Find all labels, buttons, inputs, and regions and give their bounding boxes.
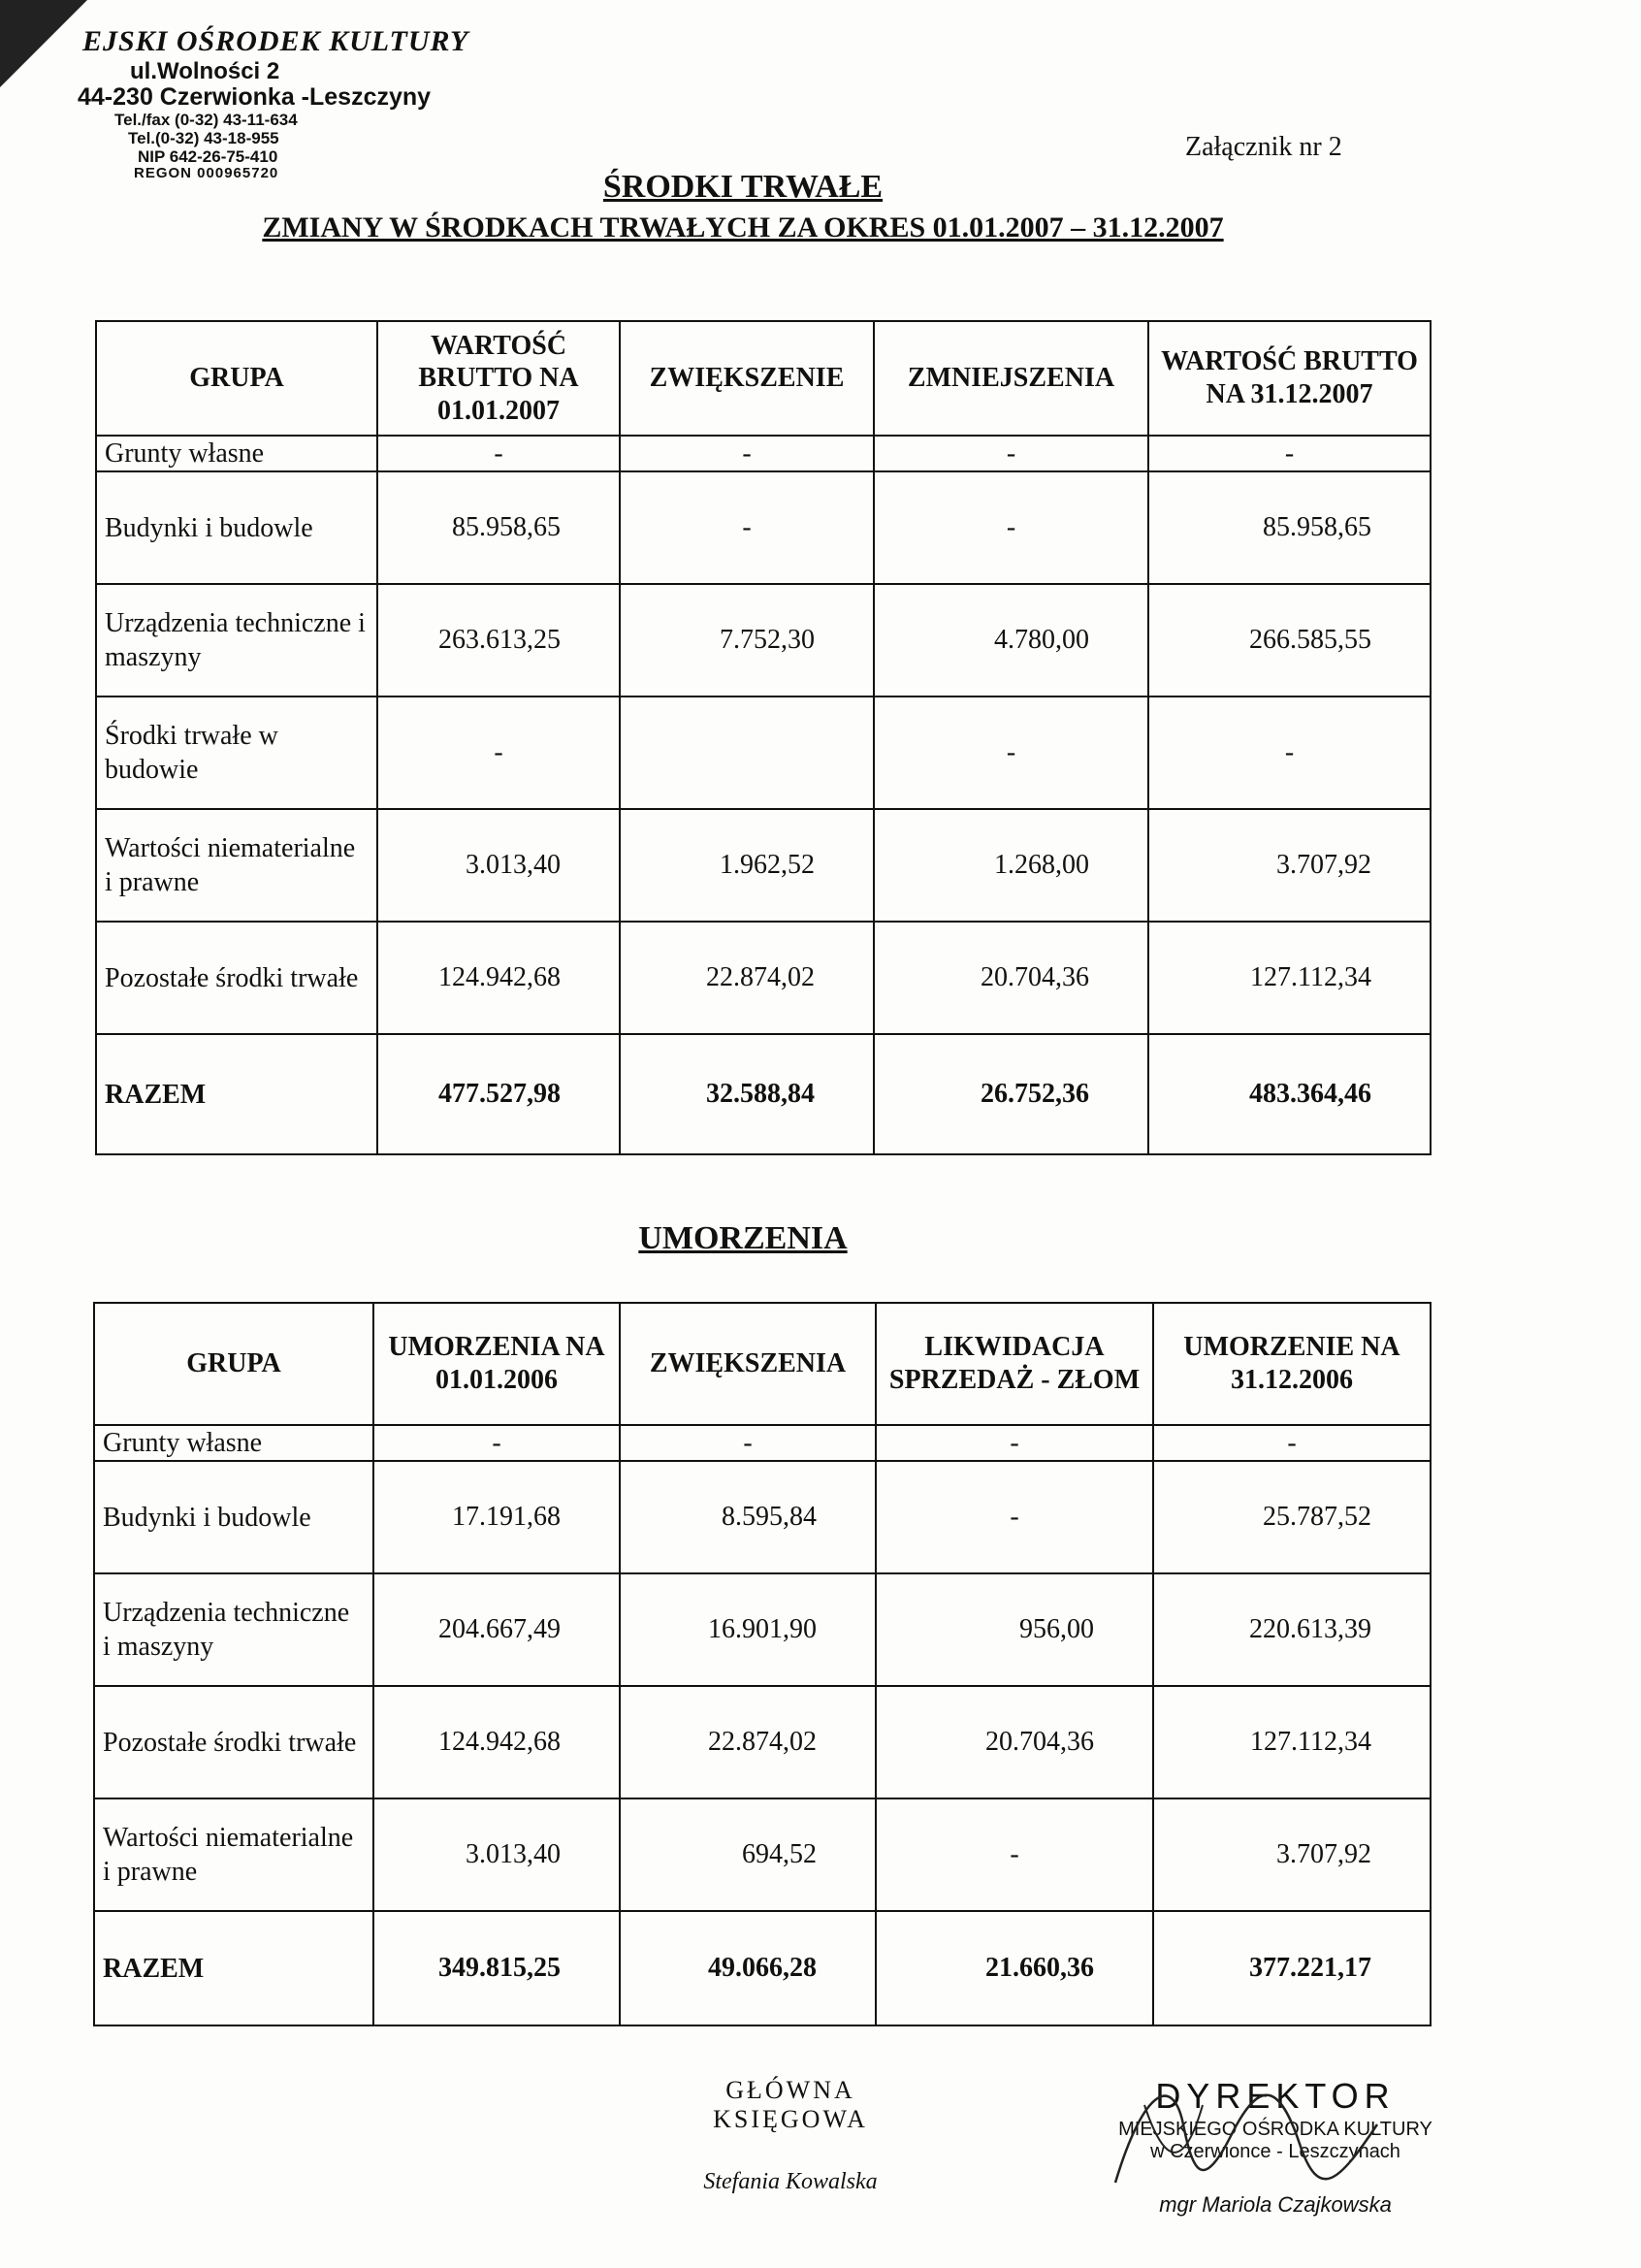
group-cell: Wartości niematerialne i prawne: [94, 1798, 373, 1911]
value-cell: -: [377, 697, 620, 809]
group-cell: Budynki i budowle: [96, 471, 377, 584]
page-subtitle: ZMIANY W ŚRODKACH TRWAŁYCH ZA OKRES 01.01.2007 – 31.12.2007: [262, 211, 1224, 243]
value-cell: 32.588,84: [620, 1034, 874, 1154]
column-header: LIKWIDACJA SPRZEDAŻ - ZŁOM: [876, 1303, 1153, 1425]
director-location: w Czerwionce - Leszczynach: [1150, 2141, 1400, 2162]
section-title: UMORZENIA: [638, 1220, 848, 1256]
value-cell: -: [1153, 1425, 1431, 1461]
table-row: [94, 1425, 1431, 1461]
value-cell: 483.364,46: [1148, 1034, 1431, 1154]
value-cell: -: [620, 1425, 876, 1461]
group-cell: Urządzenia techniczne i maszyny: [94, 1573, 373, 1686]
value-cell: 127.112,34: [1153, 1686, 1431, 1798]
table-row: [96, 809, 1431, 922]
director-institution: MIEJSKIEGO OŚRODKA KULTURY: [1118, 2119, 1432, 2140]
value-cell: 7.752,30: [620, 584, 874, 697]
stamp-city: 44-230 Czerwionka -Leszczyny: [78, 83, 432, 111]
table-header-row: [96, 321, 1431, 436]
fixed-assets-table: [95, 320, 1432, 1155]
stamp-regon: REGON 000965720: [134, 165, 279, 181]
value-cell: -: [1148, 697, 1431, 809]
value-cell: 85.958,65: [1148, 471, 1431, 584]
value-cell: -: [876, 1425, 1153, 1461]
value-cell: 124.942,68: [373, 1686, 620, 1798]
director-title: DYREKTOR: [1155, 2076, 1396, 2116]
group-cell: Budynki i budowle: [94, 1461, 373, 1573]
value-cell: 3.707,92: [1153, 1798, 1431, 1911]
value-cell: 956,00: [876, 1573, 1153, 1686]
total-row: [94, 1911, 1431, 2025]
table-row: [94, 1686, 1431, 1798]
table-row: [96, 584, 1431, 697]
depreciation-table: [93, 1302, 1432, 2026]
column-header: WARTOŚĆ BRUTTO NA 01.01.2007: [377, 321, 620, 436]
signature-title: GŁÓWNA KSIĘGOWA: [713, 2076, 868, 2133]
value-cell: 85.958,65: [377, 471, 620, 584]
value-cell: -: [876, 1798, 1153, 1911]
column-header: UMORZENIE NA 31.12.2006: [1153, 1303, 1431, 1425]
group-cell: Urządzenia techniczne i maszyny: [96, 584, 377, 697]
value-cell: 8.595,84: [620, 1461, 876, 1573]
value-cell: 25.787,52: [1153, 1461, 1431, 1573]
table-row: [94, 1573, 1431, 1686]
value-cell: -: [373, 1425, 620, 1461]
value-cell: 477.527,98: [377, 1034, 620, 1154]
value-cell: 22.874,02: [620, 1686, 876, 1798]
value-cell: 16.901,90: [620, 1573, 876, 1686]
group-cell: RAZEM: [94, 1911, 373, 2025]
value-cell: 3.707,92: [1148, 809, 1431, 922]
value-cell: 20.704,36: [874, 922, 1148, 1034]
group-cell: Pozostałe środki trwałe: [94, 1686, 373, 1798]
column-header: UMORZENIA NA 01.01.2006: [373, 1303, 620, 1425]
stamp-nip: NIP 642-26-75-410: [138, 147, 278, 166]
value-cell: 204.667,49: [373, 1573, 620, 1686]
value-cell: -: [874, 697, 1148, 809]
value-cell: 22.874,02: [620, 922, 874, 1034]
total-row: [96, 1034, 1431, 1154]
signature-name: Stefania Kowalska: [703, 2169, 878, 2194]
column-header: ZWIĘKSZENIE: [620, 321, 874, 436]
value-cell: 20.704,36: [876, 1686, 1153, 1798]
value-cell: [620, 697, 874, 809]
column-header: ZMNIEJSZENIA: [874, 321, 1148, 436]
stamp-street: ul.Wolności 2: [130, 58, 280, 84]
value-cell: -: [874, 436, 1148, 471]
stamp-phone: Tel.(0-32) 43-18-955: [128, 129, 279, 147]
value-cell: -: [620, 471, 874, 584]
value-cell: 3.013,40: [377, 809, 620, 922]
institution-stamp: [0, 0, 504, 194]
handwritten-signature: [1086, 2066, 1416, 2202]
column-header: ZWIĘKSZENIA: [620, 1303, 876, 1425]
value-cell: 4.780,00: [874, 584, 1148, 697]
value-cell: -: [1148, 436, 1431, 471]
value-cell: -: [874, 471, 1148, 584]
value-cell: 377.221,17: [1153, 1911, 1431, 2025]
value-cell: -: [620, 436, 874, 471]
stamp-fax: Tel./fax (0-32) 43-11-634: [114, 111, 298, 129]
group-cell: RAZEM: [96, 1034, 377, 1154]
value-cell: 266.585,55: [1148, 584, 1431, 697]
table-row: [94, 1798, 1431, 1911]
group-cell: Pozostałe środki trwałe: [96, 922, 377, 1034]
group-cell: Wartości niematerialne i prawne: [96, 809, 377, 922]
value-cell: -: [377, 436, 620, 471]
group-cell: Grunty własne: [96, 436, 377, 471]
value-cell: 17.191,68: [373, 1461, 620, 1573]
value-cell: 349.815,25: [373, 1911, 620, 2025]
stamp-name: EJSKI OŚRODEK KULTURY: [82, 25, 469, 57]
page-corner: [0, 0, 87, 87]
page-title: ŚRODKI TRWAŁE: [602, 169, 884, 205]
column-header: GRUPA: [96, 321, 377, 436]
value-cell: 263.613,25: [377, 584, 620, 697]
table-row: [96, 436, 1431, 471]
value-cell: -: [876, 1461, 1153, 1573]
value-cell: 3.013,40: [373, 1798, 620, 1911]
value-cell: 220.613,39: [1153, 1573, 1431, 1686]
table-header-row: [94, 1303, 1431, 1425]
value-cell: 694,52: [620, 1798, 876, 1911]
table-row: [96, 922, 1431, 1034]
value-cell: 21.660,36: [876, 1911, 1153, 2025]
value-cell: 1.268,00: [874, 809, 1148, 922]
group-cell: Środki trwałe w budowie: [96, 697, 377, 809]
group-cell: Grunty własne: [94, 1425, 373, 1461]
value-cell: 26.752,36: [874, 1034, 1148, 1154]
attachment-label: Załącznik nr 2: [1185, 132, 1342, 162]
table-row: [94, 1461, 1431, 1573]
director-name: mgr Mariola Czajkowska: [1159, 2192, 1392, 2217]
value-cell: 1.962,52: [620, 809, 874, 922]
value-cell: 49.066,28: [620, 1911, 876, 2025]
column-header: GRUPA: [94, 1303, 373, 1425]
table-row: [96, 471, 1431, 584]
table-row: [96, 697, 1431, 809]
column-header: WARTOŚĆ BRUTTO NA 31.12.2007: [1148, 321, 1431, 436]
value-cell: 127.112,34: [1148, 922, 1431, 1034]
value-cell: 124.942,68: [377, 922, 620, 1034]
chief-accountant-signature: [660, 2076, 921, 2195]
